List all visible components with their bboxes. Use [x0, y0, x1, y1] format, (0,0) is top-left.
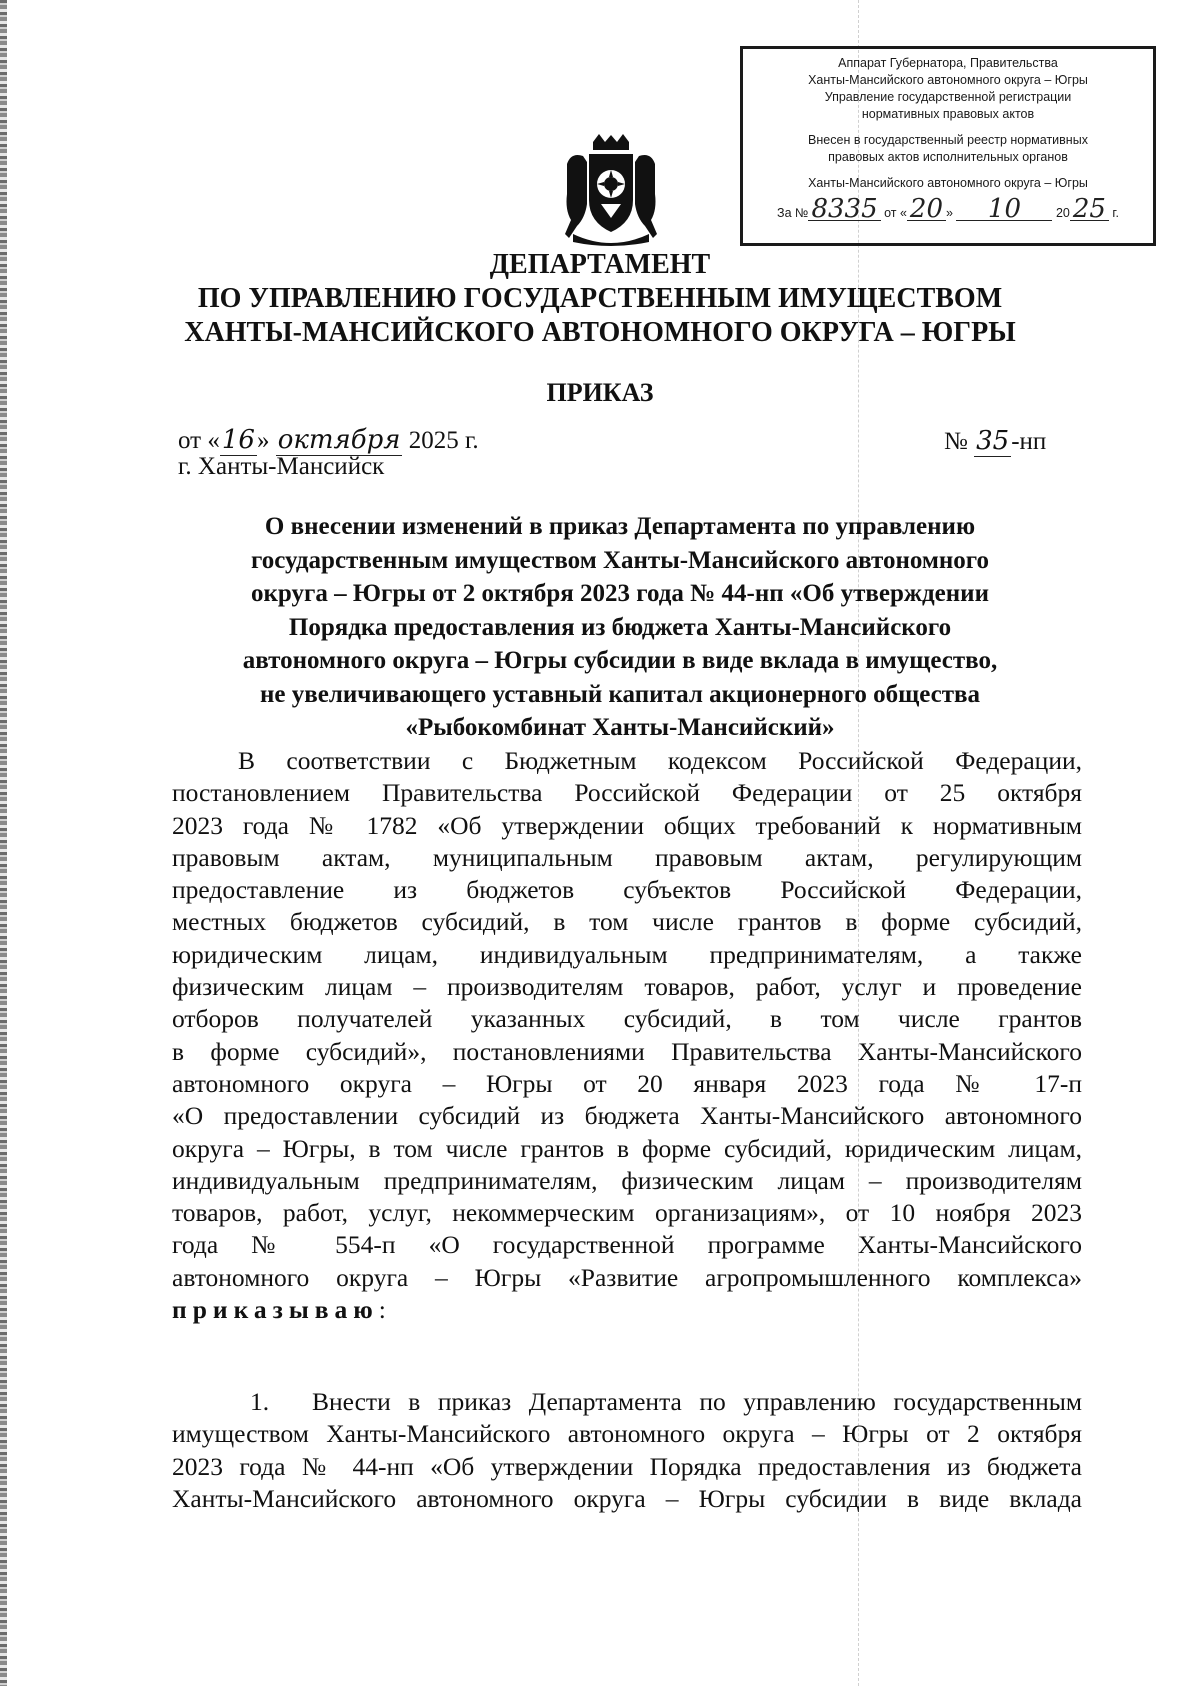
stamp-line: Внесен в государственный реестр нормативных	[808, 133, 1088, 147]
item-line: имуществом Ханты-Мансийского автономного округа – Югры от 2 октября	[172, 1419, 1082, 1449]
subject-line: округа – Югры от 2 октября 2023 года № 44-нп «Об утверждении	[251, 580, 989, 607]
stamp-gap	[743, 166, 1153, 175]
subject-line: Порядка предоставления из бюджета Ханты-Мансийского	[288, 613, 952, 641]
order-city: г. Ханты-Мансийск	[178, 453, 385, 480]
subject-line: О внесении изменений в приказ Департамента по управлению	[264, 513, 976, 540]
date-day: 16	[221, 425, 255, 455]
subject-line: государственным имуществом Ханты-Мансийского автономного	[250, 546, 990, 574]
preamble-line: отборов получателей указанных субсидий, в том числе грантов	[172, 1004, 1082, 1034]
number-value: 35	[976, 426, 1010, 456]
preamble-line: автономного округа – Югры от 20 января 2023 года № 17-п	[172, 1068, 1082, 1098]
resolve-line	[172, 1294, 1082, 1326]
preamble-line: предоставление из бюджетов субъектов Российской Федерации,	[172, 875, 1082, 905]
stamp-reg-suffix: г.	[1112, 206, 1119, 220]
order-subject	[180, 510, 1060, 745]
preamble-line: юридическим лицам, индивидуальным предпринимателям, а также	[172, 939, 1082, 969]
order-date-block	[178, 425, 479, 480]
department-region: ХАНТЫ-МАНСИЙСКОГО АВТОНОМНОГО ОКРУГА – ЮГРЫ	[184, 317, 1016, 348]
stamp-reg-month: 10	[956, 198, 1052, 221]
department-title: ДЕПАРТАМЕНТ	[489, 249, 711, 280]
stamp-line: нормативных правовых актов	[861, 107, 1035, 121]
number-suffix: -нп	[1011, 428, 1047, 455]
order-item-1	[172, 1386, 1082, 1515]
date-month: октября	[277, 425, 401, 455]
stamp-reg-day: 20	[907, 198, 946, 221]
preamble-line: 2023 года № 1782 «Об утверждении общих требований к нормативным	[172, 810, 1082, 840]
number-prefix: №	[944, 428, 968, 455]
item-line	[172, 1386, 1082, 1418]
preamble-line: года № 554-п «О государственной программе Ханты-Мансийского	[172, 1230, 1082, 1260]
preamble-line: местных бюджетов субсидий, в том числе грантов в форме субсидий,	[172, 907, 1082, 937]
registration-stamp	[740, 46, 1156, 246]
order-date	[178, 425, 479, 455]
subject-line: автономного округа – Югры субсидии в виде вклада в имущество,	[242, 647, 998, 674]
stamp-line: Ханты-Мансийского автономного округа – Югры	[808, 73, 1088, 87]
stamp-registration-line	[743, 194, 1153, 224]
stamp-gap	[743, 123, 1153, 132]
item-line: Ханты-Мансийского автономного округа – Югры субсидии в виде вклада	[172, 1483, 1082, 1513]
stamp-reg-year-prefix: 20	[1055, 206, 1070, 220]
preamble-line: правовым актам, муниципальным правовым актам, регулирующим	[172, 842, 1082, 872]
resolve-colon: :	[378, 1295, 386, 1325]
preamble-line: постановлением Правительства Российской Федерации от 25 октября	[172, 778, 1082, 808]
subject-line: «Рыбокомбинат Ханты-Мансийский»	[405, 714, 835, 741]
stamp-reg-number: 8335	[808, 198, 880, 221]
order-number	[944, 428, 1046, 456]
preamble-line: «О предоставлении субсидий из бюджета Ханты-Мансийского автономного	[172, 1101, 1082, 1131]
item-line: 2023 года № 44-нп «Об утверждении Порядка предоставления из бюджета	[172, 1451, 1082, 1481]
stamp-line: правовых актов исполнительных органов	[828, 150, 1068, 164]
preamble-line: товаров, работ, услуг, некоммерческим организациям», от 10 ноября 2023	[172, 1198, 1082, 1228]
department-subtitle: ПО УПРАВЛЕНИЮ ГОСУДАРСТВЕННЫМ ИМУЩЕСТВОМ	[197, 283, 1003, 314]
preamble-line: индивидуальным предпринимателям, физическим лицам – производителям	[172, 1165, 1082, 1195]
date-year: 2025 г.	[408, 427, 479, 454]
subject-line: не увеличивающего уставный капитал акционерного общества	[259, 680, 981, 708]
date-prefix: от «	[178, 427, 220, 454]
stamp-reg-prefix: За №	[777, 206, 809, 220]
date-close: »	[256, 427, 270, 454]
preamble-line: в форме субсидий», постановлениями Правительства Ханты-Мансийского	[172, 1036, 1082, 1066]
stamp-reg-close: »	[946, 206, 953, 220]
preamble	[172, 745, 1082, 1326]
coat-of-arms-icon	[561, 134, 661, 246]
resolve-word: приказываю	[172, 1295, 379, 1325]
preamble-line: автономного округа – Югры «Развитие агропромышленного комплекса»	[172, 1262, 1082, 1292]
item-number: 1.	[250, 1387, 270, 1416]
preamble-line: округа – Югры, в том числе грантов в форме субсидий, юридическим лицам,	[172, 1133, 1082, 1163]
preamble-line: В соответствии с Бюджетным кодексом Российской Федерации,	[238, 746, 1082, 775]
preamble-line: физическим лицам – производителям товаров, работ, услуг и проведение	[172, 972, 1082, 1002]
document-type: ПРИКАЗ	[546, 378, 654, 407]
stamp-reg-year: 25	[1070, 198, 1109, 221]
stamp-line: Аппарат Губернатора, Правительства	[838, 56, 1058, 70]
item-text: Внести в приказ Департамента по управлению государственным	[312, 1387, 1082, 1416]
stamp-reg-from: от «	[884, 206, 907, 220]
stamp-line: Управление государственной регистрации	[824, 90, 1072, 104]
stamp-region-line: Ханты-Мансийского автономного округа – Югры	[808, 176, 1088, 190]
